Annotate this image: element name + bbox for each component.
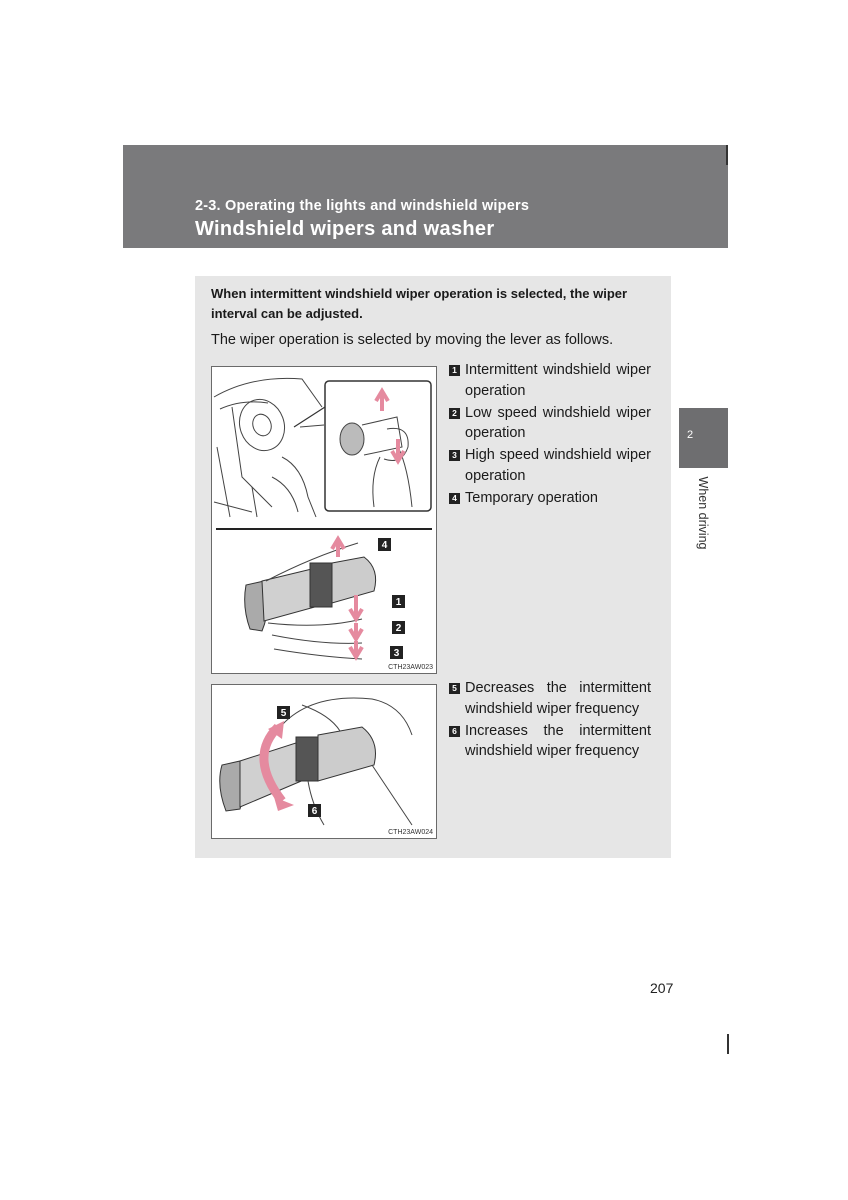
marker-3-label: 3 <box>393 648 400 659</box>
list-item <box>449 403 651 444</box>
list-item <box>449 721 651 762</box>
page-number: 207 <box>650 980 674 996</box>
list-item-text: Decreases the intermittent windshield wiper frequency <box>465 680 651 717</box>
wiper-lever-illustration <box>212 367 436 673</box>
interval-illustration <box>212 685 436 838</box>
marker-2-label: 2 <box>395 623 402 634</box>
section-label: 2-3. Operating the lights and windshield wipers <box>195 198 530 214</box>
list-item <box>449 360 651 401</box>
figure-code: CTH23AW023 <box>388 664 433 671</box>
marker-6-label: 6 <box>311 806 318 817</box>
low-arrow-icon <box>350 623 362 639</box>
number-badge: 4 <box>449 493 460 504</box>
chapter-label: When driving <box>696 476 710 550</box>
number-badge: 6 <box>449 726 460 737</box>
intro-text: The wiper operation is selected by moving the lever as follows. <box>211 332 614 348</box>
number-badge: 2 <box>449 408 460 419</box>
list-item <box>449 678 651 719</box>
intro-bold-text: When intermittent windshield wiper operation is selected, the wiper interval can be adjusted. <box>211 286 628 321</box>
marker-4-label: 4 <box>381 540 388 551</box>
dashboard-sketch <box>214 378 324 517</box>
marker-1-label: 1 <box>395 597 402 608</box>
chapter-number: 2 <box>687 429 694 441</box>
number-badge: 3 <box>449 450 460 461</box>
wiper-positions-figure <box>211 366 437 674</box>
figure-code: CTH23AW024 <box>388 829 433 836</box>
crop-mark <box>726 145 728 165</box>
content-panel <box>195 276 671 858</box>
marker-5-label: 5 <box>280 708 287 719</box>
intermittent-arrow-icon <box>350 595 362 619</box>
crop-mark <box>727 1034 729 1054</box>
number-badge: 5 <box>449 683 460 694</box>
list-item-text: Increases the intermittent windshield wiper frequency <box>465 722 651 760</box>
list-item-text: Intermittent windshield wiper operation <box>465 362 651 399</box>
list-item-text: Low speed windshield wiper operation <box>465 404 651 442</box>
callout-line <box>294 407 325 427</box>
list-item <box>449 488 651 509</box>
chapter-header <box>123 145 728 248</box>
interval-list <box>449 678 651 763</box>
number-badge: 1 <box>449 365 460 376</box>
page-title: Windshield wipers and washer <box>195 218 495 240</box>
stalk-with-hand <box>220 727 376 811</box>
wiper-mode-list <box>449 360 651 510</box>
temporary-arrow-icon <box>332 539 344 557</box>
list-item-text: High speed windshield wiper operation <box>465 447 651 484</box>
chapter-tab <box>679 408 728 468</box>
interval-adjust-figure <box>211 684 437 839</box>
list-item <box>449 445 651 486</box>
list-item-text: Temporary operation <box>465 490 598 507</box>
